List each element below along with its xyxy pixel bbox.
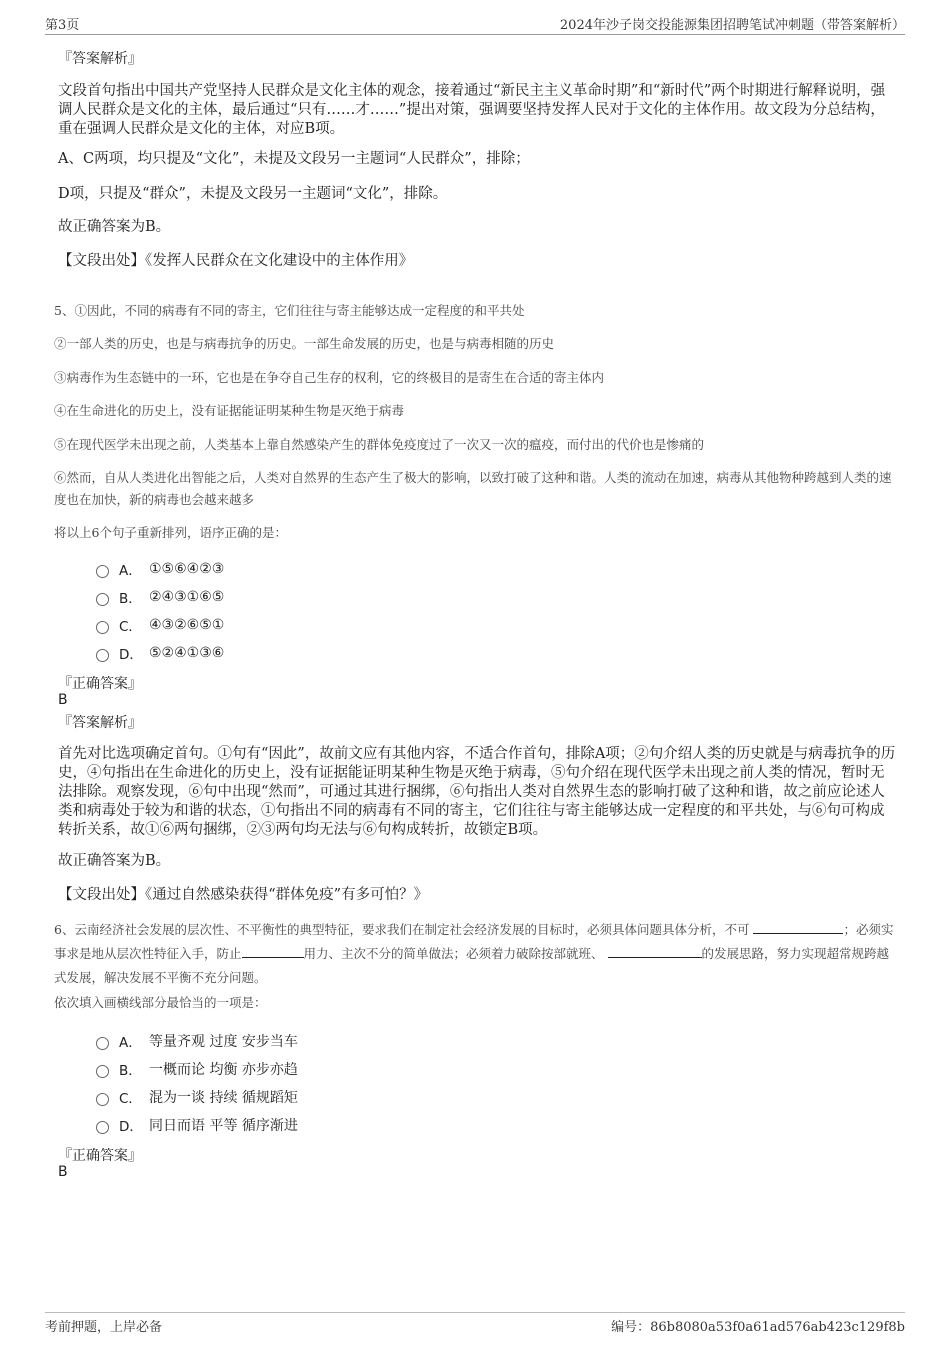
q6-stem-part-1: 6、云南经济社会发展的层次性、不平衡性的典型特征，要求我们在制定社会经济发展的目标时，必须具体问题具体分析，不可 xyxy=(54,922,750,937)
option-text: 一概而论 均衡 亦步亦趋 xyxy=(149,1062,298,1078)
footer-slogan: 考前押题，上岸必备 xyxy=(45,1320,163,1335)
radio-icon[interactable] xyxy=(96,593,109,606)
q5-option-a[interactable] xyxy=(96,559,224,579)
q5-analysis-text: 首先对比选项确定首句。①句有“因此”，故前文应有其他内容，不适合作首句，排除A项；②句介绍人类的历史就是与病毒抗争的历史，④句指出在生命进化的历史上，没有证据能证明某种生物是灭绝于病毒，⑤句介绍在现代医学未出现之前人类的情况，暂时无法排除。观察发现，⑥句中出现“然而”，可通过其进行捆绑，⑥句指出人类对自然界生态的影响打破了这种和谐，故之前应论述人类和病毒处于较为和谐的状态，①句指出不同的病毒有不同的寄主，它们往往与寄主能够达成一定程度的和平共处，与⑥句可构成转折关系，故①⑥两句捆绑，②③两句均无法与⑥句构成转折，故锁定B项。 xyxy=(58,746,896,838)
option-letter: A． xyxy=(119,563,142,579)
option-text: ①⑤⑥④②③ xyxy=(149,561,225,577)
radio-icon[interactable] xyxy=(96,1037,109,1050)
option-letter: A． xyxy=(119,1035,142,1051)
radio-icon[interactable] xyxy=(96,565,109,578)
document-id: 编号：86b8080a53f0a61ad576ab423c129f8b xyxy=(611,1320,905,1335)
blank-1[interactable] xyxy=(753,921,843,934)
option-text: ⑤②④①③⑥ xyxy=(149,645,225,661)
q6-answer-label: 『正确答案』 xyxy=(58,1148,142,1164)
q6-stem-part-4: 的发展思路，努力实现超常规跨越式发展，解决发展不平衡不充分问题。 xyxy=(54,946,890,985)
q5-option-b[interactable] xyxy=(96,587,224,607)
q6-option-b[interactable] xyxy=(96,1059,298,1079)
page-header xyxy=(45,14,905,35)
q5-source: 【文段出处】《通过自然感染获得“群体免疫”有多可怕？》 xyxy=(58,887,429,903)
option-text: 同日而语 平等 循序渐进 xyxy=(149,1118,298,1134)
option-letter: D． xyxy=(119,647,143,663)
option-letter: C． xyxy=(119,1091,142,1107)
radio-icon[interactable] xyxy=(96,649,109,662)
q5-answer: B xyxy=(58,692,68,708)
q4-note-ac: A、C两项，均只提及“文化”，未提及文段另一主题词“人民群众”，排除； xyxy=(58,151,530,167)
page-footer xyxy=(45,1312,905,1338)
option-letter: B． xyxy=(119,1063,142,1079)
option-text: ④③②⑥⑤① xyxy=(149,617,225,633)
q5-answer-label: 『正确答案』 xyxy=(58,676,142,692)
q6-stem-part-3: 用力、主次不分的简单做法；必须着力破除按部就班、 xyxy=(303,946,604,961)
option-text: 混为一谈 持续 循规蹈矩 xyxy=(149,1090,298,1106)
option-letter: B． xyxy=(119,591,142,607)
radio-icon[interactable] xyxy=(96,1121,109,1134)
q5-prompt: 将以上6个句子重新排列，语序正确的是： xyxy=(54,525,287,540)
q5-option-c[interactable] xyxy=(96,615,224,635)
q6-answer: B xyxy=(58,1164,68,1180)
q4-source: 【文段出处】《发挥人民群众在文化建设中的主体作用》 xyxy=(58,253,414,269)
option-text: ②④③①⑥⑤ xyxy=(149,589,225,605)
q5-conclusion: 故正确答案为B。 xyxy=(58,853,171,869)
q6-option-d[interactable] xyxy=(96,1115,298,1135)
q4-conclusion: 故正确答案为B。 xyxy=(58,219,171,235)
q6-prompt: 依次填入画横线部分最恰当的一项是： xyxy=(54,995,267,1010)
q4-note-d: D项，只提及“群众”，未提及文段另一主题词“文化”，排除。 xyxy=(58,186,448,202)
q5-sentence-5: ⑤在现代医学未出现之前，人类基本上靠自然感染产生的群体免疫度过了一次又一次的瘟疫，而付出的代价也是惨痛的 xyxy=(54,437,705,452)
blank-2[interactable] xyxy=(242,945,304,958)
q5-analysis-label: 『答案解析』 xyxy=(58,715,142,731)
q4-analysis-text: 文段首句指出中国共产党坚持人民群众是文化主体的观念，接着通过“新民主主义革命时期”和“新时代”两个时期进行解释说明，强调人民群众是文化的主体，最后通过“只有……才……”提出对策，强调要坚持发挥人民对于文化的主体作用。故文段为分总结构，重在强调人民群众是文化的主体，对应B项。 xyxy=(58,83,886,137)
q6-stem xyxy=(54,918,896,990)
page-number: 第3页 xyxy=(45,18,80,33)
option-letter: D． xyxy=(119,1119,143,1135)
radio-icon[interactable] xyxy=(96,621,109,634)
q5-sentence-1: 5、①因此，不同的病毒有不同的寄主，它们往往与寄主能够达成一定程度的和平共处 xyxy=(54,303,525,318)
document-title: 2024年沙子岗交投能源集团招聘笔试冲刺题（带答案解析） xyxy=(559,18,905,33)
q6-stem-part-2: ；必须实事求是地从层次性特征入手，防止 xyxy=(54,922,894,961)
q5-option-d[interactable] xyxy=(96,643,224,663)
blank-3[interactable] xyxy=(608,945,702,958)
q5-sentence-2: ②一部人类的历史，也是与病毒抗争的历史。一部生命发展的历史，也是与病毒相随的历史 xyxy=(54,336,555,351)
q5-sentence-4: ④在生命进化的历史上，没有证据能证明某种生物是灭绝于病毒 xyxy=(54,403,405,418)
option-text: 等量齐观 过度 安步当车 xyxy=(149,1034,298,1050)
radio-icon[interactable] xyxy=(96,1065,109,1078)
option-letter: C． xyxy=(119,619,142,635)
q5-sentence-6: ⑥然而，自从人类进化出智能之后，人类对自然界的生态产生了极大的影响，以致打破了这种和谐。人类的流动在加速，病毒从其他物种跨越到人类的速度也在加快，新的病毒也会越来越多 xyxy=(54,470,892,507)
q4-analysis-label: 『答案解析』 xyxy=(58,51,142,67)
radio-icon[interactable] xyxy=(96,1093,109,1106)
q6-option-c[interactable] xyxy=(96,1087,298,1107)
q6-option-a[interactable] xyxy=(96,1031,298,1051)
q5-sentence-3: ③病毒作为生态链中的一环，它也是在争夺自己生存的权利，它的终极目的是寄生在合适的寄主体内 xyxy=(54,370,605,385)
